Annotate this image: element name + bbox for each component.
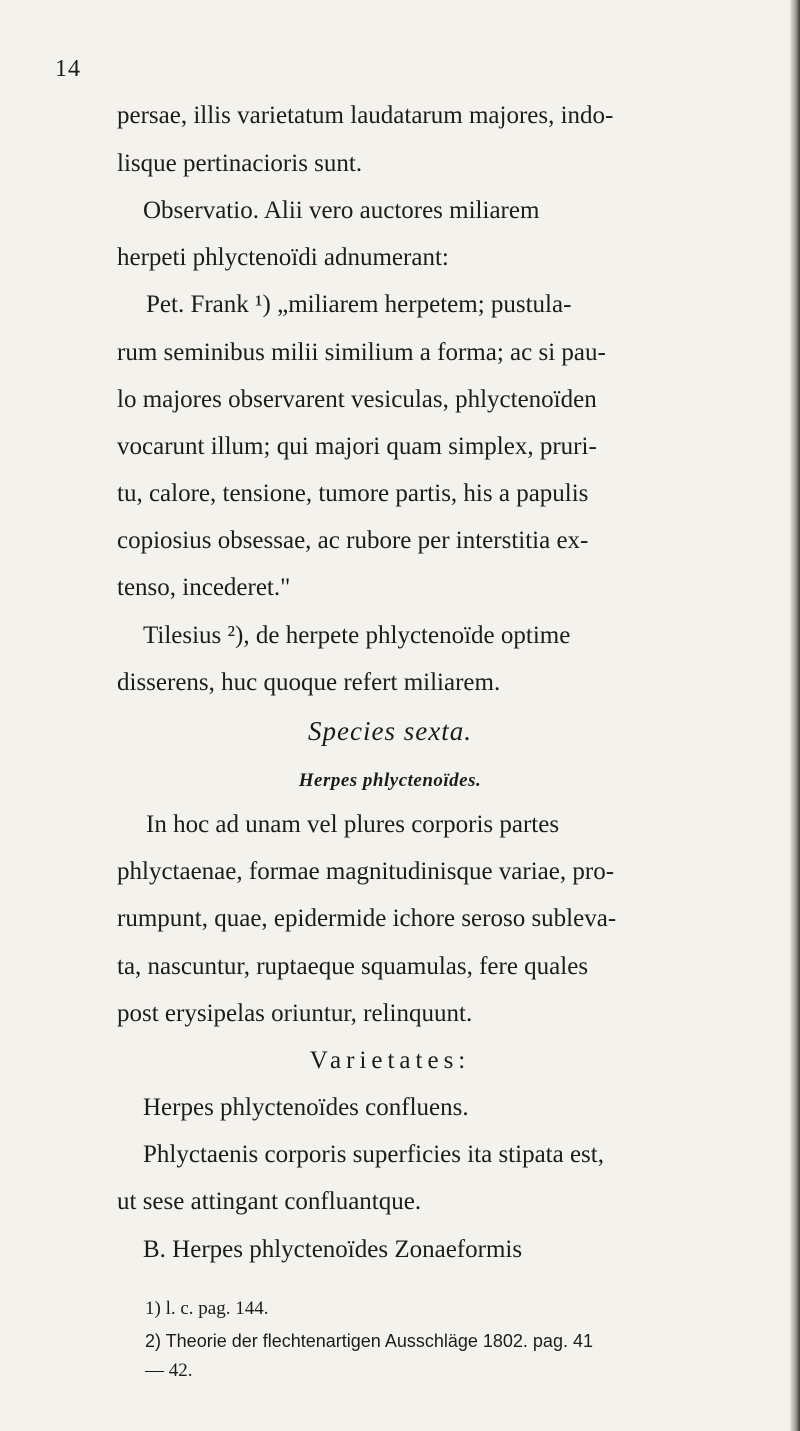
text-line-9: tu, calore, tensione, tumore partis, his a papulis	[117, 480, 589, 507]
footnote-2: 2) Theorie der flechtenartigen Ausschläge 1802. pag. 41	[145, 1331, 593, 1351]
section-title: Species sexta.	[308, 716, 472, 746]
text-line-11: tenso, incederet."	[117, 574, 291, 601]
body-line-5: post erysipelas oriuntur, relinquunt.	[117, 1000, 473, 1027]
text-line-4: herpeti phlyctenoïdi adnumerant:	[117, 244, 449, 271]
page-edge-shadow	[790, 0, 800, 1431]
footnote-2-continuation: — 42.	[145, 1360, 193, 1381]
body-line-3: rumpunt, quae, epidermide ichore seroso subleva-	[117, 905, 617, 932]
section-subtitle: Herpes phlyctenoïdes.	[298, 770, 482, 791]
text-line-10: copiosius obsessae, ac rubore per interstitia ex-	[117, 527, 589, 554]
text-line-6: rum seminibus milii similium a forma; ac si pau-	[117, 339, 606, 366]
variety-line-3: ut sese attingant confluantque.	[117, 1188, 422, 1215]
body-line-4: ta, nascuntur, ruptaeque squamulas, fere quales	[117, 953, 589, 980]
text-line-8: vocarunt illum; qui majori quam simplex, pruri-	[117, 433, 597, 460]
page-number: 14	[55, 56, 81, 82]
variety-line-1: Herpes phlyctenoïdes confluens.	[143, 1094, 469, 1121]
variety-line-4: B. Herpes phlyctenoïdes Zonaeformis	[143, 1236, 523, 1263]
text-line-7: lo majores observarent vesiculas, phlyctenoïden	[117, 386, 597, 413]
variety-line-2: Phlyctaenis corporis superficies ita stipata est,	[143, 1141, 604, 1168]
body-line-1: In hoc ad unam vel plures corporis partes	[146, 811, 560, 838]
body-line-2: phlyctaenae, formae magnitudinisque variae, pro-	[117, 858, 615, 885]
text-line-1: persae, illis varietatum laudatarum majores, indo-	[117, 102, 614, 129]
text-line-3: Observatio. Alii vero auctores miliarem	[143, 197, 540, 224]
text-line-2: lisque pertinacioris sunt.	[117, 150, 363, 177]
text-line-5: Pet. Frank ¹) „miliarem herpetem; pustula-	[146, 291, 572, 318]
text-line-12: Tilesius ²), de herpete phlyctenoïde optime	[143, 622, 571, 649]
text-line-13: disserens, huc quoque refert miliarem.	[117, 669, 501, 696]
footnote-1: 1) l. c. pag. 144.	[145, 1298, 269, 1319]
varietates-heading: Varietates:	[309, 1047, 471, 1074]
